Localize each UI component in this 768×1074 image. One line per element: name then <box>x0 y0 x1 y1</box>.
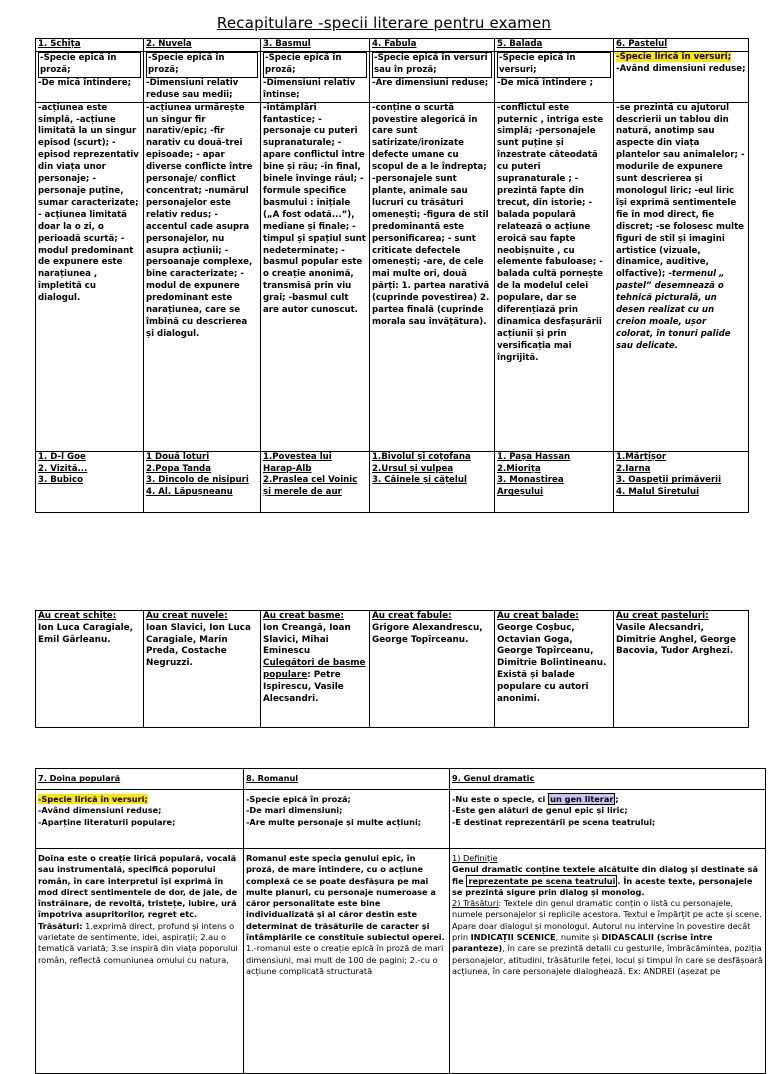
work-item: 3. Oaspeții primăverii <box>616 475 722 486</box>
props-dramatic <box>450 790 766 849</box>
header-dramatic <box>450 769 766 790</box>
collectors-text: : Petre Ispirescu, Vasile Alecsandri. <box>263 669 344 704</box>
desc-dramatic-tr-d: DIDASCALII (scrise între paranteze) <box>452 932 713 954</box>
props-basmul-type: -Specie epică în proză; <box>263 52 367 78</box>
authors-label: Au creat nuvele: <box>146 611 228 621</box>
work-item: 2.Popa Tanda <box>146 463 212 474</box>
works-pastelul <box>614 451 749 512</box>
work-item: 4. Al. Lăpușneanu <box>146 487 233 498</box>
works-basmul <box>261 451 370 512</box>
header-romanul-label: 8. Romanul <box>246 773 299 784</box>
authors-text: Grigore Alexandrescu, George Topîrceanu. <box>372 622 483 645</box>
props-schita-size: -De mică întindere; <box>38 77 132 88</box>
desc-pastelul-text: -se prezintă cu ajutorul descrierii un tablou din natură, anotimp sau aspecte din viața plantelor sau animalelor; -modurile de expunere sunt descrierea și monologul liric; -eul liric își exprimă sentimentele fie în mod direct, fie discret; -se folosesc multe figuri de stil și imagini artistice (vizuale, dinamice, auditive, olfactive); <box>616 102 745 280</box>
work-item: 3. Dincolo de nisipuri <box>146 475 249 486</box>
work-item: 1.Mărțișor <box>616 451 667 462</box>
desc-dramatic-tr-label: 2) Trăsături <box>452 898 499 909</box>
desc-romanul-list: 1.-romanul este o creație epică în proză de mari dimensiuni, mai mult de 100 de pagini; 2.-cu o acțiune complicată structurată <box>246 943 444 976</box>
authors-text: Vasile Alecsandri, Dimitrie Anghel, George Bacovia, Tudor Arghezi. <box>616 622 736 657</box>
desc-doina-tr: 1.exprimă direct, profund și intens o varietate de sentimente, idei, aspirații; 2.au o tematică variată; 3.se inspiră din viața poporului român, reflectă comuniunea omului cu natura, <box>38 920 238 965</box>
authors-row <box>36 611 749 728</box>
props-fabula <box>370 52 495 103</box>
props-romanul-characters: -Are multe personaje și multe acțiuni; <box>246 816 422 827</box>
props-dramatic-l1a: -Nu este o specie, ci <box>452 794 549 804</box>
desc-dramatic <box>450 849 766 1074</box>
authors-label: Au creat schițe: <box>38 611 117 621</box>
species-table <box>35 38 749 513</box>
props-pastelul-type: -Specie lirică în versuri; <box>616 52 732 62</box>
props-romanul <box>244 790 450 849</box>
authors-label: Au creat fabule: <box>372 611 452 621</box>
props-nuvela-type: -Specie epică în proză; <box>146 52 258 78</box>
extra-props-row <box>36 790 766 849</box>
header-basmul: 3. Basmul <box>261 39 370 52</box>
props-dramatic-genre: un gen literar <box>550 794 614 804</box>
props-nuvela-size: -Dimensiuni relativ reduse sau medii; <box>146 77 239 100</box>
authors-text: Ion Luca Caragiale, Emil Gârleanu. <box>38 622 133 645</box>
desc-dramatic-tr-a: : Textele din genul dramatic conțin o listă cu personajele, numele personajelor și replicile acestora. Textul e împărțit pe acte și scene. Apare doar dialogul și monologul. Autorul nu intervine în povestire decât prin <box>452 898 762 943</box>
species-works-row <box>36 451 749 512</box>
header-pastelul: 6. Pastelul <box>614 39 749 52</box>
desc-doina <box>36 849 244 1074</box>
props-dramatic-l3: -E destinat reprezentării pe scena teatrului; <box>452 816 656 827</box>
header-dramatic-label: 9. Genul dramatic <box>452 773 535 784</box>
props-doina-type: -Specie lirică în versuri; <box>38 794 148 804</box>
authors-basme <box>261 611 370 728</box>
props-pastelul-size: -Având dimensiuni reduse; <box>616 63 746 74</box>
work-item: 2.Miorița <box>497 463 541 474</box>
authors-label: Au creat balade: <box>497 611 579 621</box>
props-nuvela <box>144 52 261 103</box>
work-item: 4. Malul Siretului <box>616 487 700 498</box>
work-item: 1.Bivolul și coțofana <box>372 451 471 462</box>
work-item: 2.Praslea cel Voinic și merele de aur <box>263 475 358 498</box>
desc-dramatic-tr-b: INDICAȚII SCENICE <box>470 932 556 943</box>
authors-balade <box>495 611 614 728</box>
desc-schita: -acțiunea este simplă, -acțiune limitată la un singur episod (scurt); -episod reprezentativ din viața unor personaje; -personaje puține, sumar caracterizate; - acțiunea limitată doar la o zi, o perioadă scurtă; -modul predominant de expunere este narațiunea , împletită cu dialogul. <box>36 102 144 451</box>
authors-label: Au creat pasteluri: <box>616 611 709 621</box>
props-fabula-type: -Specie epică în versuri sau în proză; <box>372 52 492 78</box>
props-schita-type: -Specie epică în proză; <box>38 52 141 78</box>
work-item: 1.Povestea lui Harap-Alb <box>263 451 332 474</box>
props-dramatic-l1c: ; <box>615 794 619 804</box>
props-basmul-size: -Dimensiuni relativ întinse; <box>263 77 356 100</box>
props-dramatic-l2: -Este gen alături de genul epic și liric; <box>452 805 628 816</box>
header-doina <box>36 769 244 790</box>
props-basmul <box>261 52 370 103</box>
work-item: 1. Pașa Hassan <box>497 451 571 462</box>
work-item: 2.Iarna <box>616 463 651 474</box>
authors-nuvele <box>144 611 261 728</box>
props-pastelul <box>614 52 749 103</box>
desc-dramatic-def-a: Genul dramatic conține textele alcătuite din dialog și destinate să fie <box>452 864 759 886</box>
page-title: Recapitulare -specii literare pentru examen <box>216 14 552 32</box>
props-balada-type: -Specie epică în versuri; <box>497 52 611 78</box>
header-doina-label: 7. Doina populară <box>38 773 121 784</box>
authors-text: Ion Creangă, Ioan Slavici, Mihai Eminescu <box>263 622 351 657</box>
desc-fabula: -conține o scurtă povestire alegorică în care sunt satirizate/ironizate defecte umane cu scopul de a le îndrepta; -personajele sunt plante, animale sau lucruri cu trăsături omenești; -figura de stil predominantă este personificarea; - sunt criticate defectele omenești; -are, de cele mai multe ori, două părți: 1. partea narativă (cuprinde povestirea) 2. partea finală (cuprinde morala sau învățătura). <box>370 102 495 451</box>
header-romanul <box>244 769 450 790</box>
desc-dramatic-def-b: . În aceste texte, personajele se prezintă sigure prin dialog și monolog. <box>452 875 753 897</box>
props-doina-origin: -Aparține literaturii populare; <box>38 816 176 827</box>
authors-label: Au creat basme: <box>263 611 344 621</box>
authors-fabule <box>370 611 495 728</box>
work-item: 1 Două loturi <box>146 451 210 462</box>
authors-text: Ioan Slavici, Ion Luca Caragiale, Marin Preda, Costache Negruzzi. <box>146 622 251 669</box>
props-fabula-size: -Are dimensiuni reduse; <box>372 77 489 88</box>
desc-pastelul <box>614 102 749 451</box>
desc-romanul-text: Romanul este specia genului epic, în proză, de mare întindere, cu o acțiune complexă ce se poate desfășura pe mai multe planuri, cu personaje numeroase a căror personalitate este bine individualizată și al căror destin este determinat de trăsăturile de caracter și întâmplările ce constituie subiectul operei. <box>246 853 445 943</box>
desc-basmul: -întâmplări fantastice; -personaje cu puteri supranaturale; -apare conflictul între bine și rău; -în final, binele învinge răul; -formule specifice basmului : inițiale („A fost odată...”), mediane și finale; -timpul și spațiul sunt nedeterminate; -basmul popular este o creație anonimă, transmisă prin viu grai; -basmul cult are autor cunoscut. <box>261 102 370 451</box>
work-item: 2.Ursul și vulpea <box>372 463 454 474</box>
species-desc-row <box>36 102 749 451</box>
desc-dramatic-tr-c: , numite și <box>555 932 602 943</box>
collectors-label: Culegători de basme populare <box>263 658 366 680</box>
work-item: 1. D-l Goe <box>38 451 86 462</box>
desc-balada: -conflictul este puternic , intriga este simplă; -personajele sunt puține și înzestrate câteodată cu puteri supranaturale ; -prezintă fapte din trecut, din istorie; -balada populară relatează o acțiune eroică sau fapte neobișnuite , cu elemente fabuloase; -balada cultă pornește de la modelul celei populare, dar se diferențiază prin dinamica desfașurării acțiunii și prin versificația mai îngrijită. <box>495 102 614 451</box>
header-nuvela: 2. Nuvela <box>144 39 261 52</box>
authors-schite <box>36 611 144 728</box>
desc-pastelul-term: -termenul „ pastel” desemnează o tehnică picturală, un desen realizat cu un creion moale, ușor colorat, în tonuri palide sau delicate. <box>616 269 731 351</box>
work-item: 2. Vizită... <box>38 463 88 474</box>
desc-dramatic-def-label: 1) Definiție <box>452 853 498 863</box>
props-romanul-type: -Specie epică în proză; <box>246 794 351 804</box>
props-romanul-size: -De mari dimensiuni; <box>246 805 343 816</box>
props-schita <box>36 52 144 103</box>
desc-romanul <box>244 849 450 1074</box>
header-fabula: 4. Fabula <box>370 39 495 52</box>
header-schita: 1. Schița <box>36 39 144 52</box>
works-nuvela <box>144 451 261 512</box>
work-item: 3. Câinele și cățelul <box>372 475 467 486</box>
extra-header-row <box>36 769 766 790</box>
work-item: 3. Monastirea Argeșului <box>497 475 564 498</box>
species-header-row <box>36 39 749 52</box>
desc-nuvela: -acțiunea urmărește un singur fir narativ/epic; -fir narativ cu două-trei episoade; - apar diverse conflicte între personaje/ conflict concentrat; -numărul personajelor este relativ redus; -accentul cade asupra personajelor, nu asupra acțiunii; -persoanaje complexe, bine caracterizate; -modul de expunere predominant este narațiunea, care se îmbină cu descrierea și dialogul. <box>144 102 261 451</box>
works-balada <box>495 451 614 512</box>
extra-desc-row <box>36 849 766 1074</box>
authors-table <box>35 610 749 728</box>
works-fabula <box>370 451 495 512</box>
props-balada-size: -De mică întindere ; <box>497 77 594 88</box>
props-doina <box>36 790 244 849</box>
extra-species-table <box>35 768 766 1074</box>
authors-text: George Coșbuc, Octavian Goga, George Topîrceanu, Dimitrie Bolintineanu. Există și balade populare cu autori anonimi. <box>497 622 607 704</box>
authors-pasteluri <box>614 611 749 728</box>
desc-doina-text: Doina este o creație lirică populară, vocală sau instrumentală, specifică poporului român, în care interpretul își exprimă în mod direct sentimentele de dor, de jale, de înstrăinare, de revoltă, tristețe, iubire, ură împotriva asupritorilor, regret etc. <box>38 853 238 920</box>
header-balada: 5. Balada <box>495 39 614 52</box>
work-item: 3. Bubico <box>38 475 83 486</box>
species-props-row <box>36 52 749 103</box>
desc-doina-tr-label: Trăsături: <box>38 920 83 931</box>
works-schita <box>36 451 144 512</box>
desc-dramatic-def-box: reprezentate pe scena teatrului <box>468 875 616 886</box>
props-balada <box>495 52 614 103</box>
desc-dramatic-tr-e: , în care se prezintă detalii cu gesturile, îmbrăcămintea, poziția personajelor, atitudini, trăsăturile feței, locul și timpul în care se desfășoară acțiunea, în care personajele dialoghează. Ex: ANDREI (așezat pe <box>452 943 763 976</box>
props-doina-size: -Având dimensiuni reduse; <box>38 805 162 816</box>
